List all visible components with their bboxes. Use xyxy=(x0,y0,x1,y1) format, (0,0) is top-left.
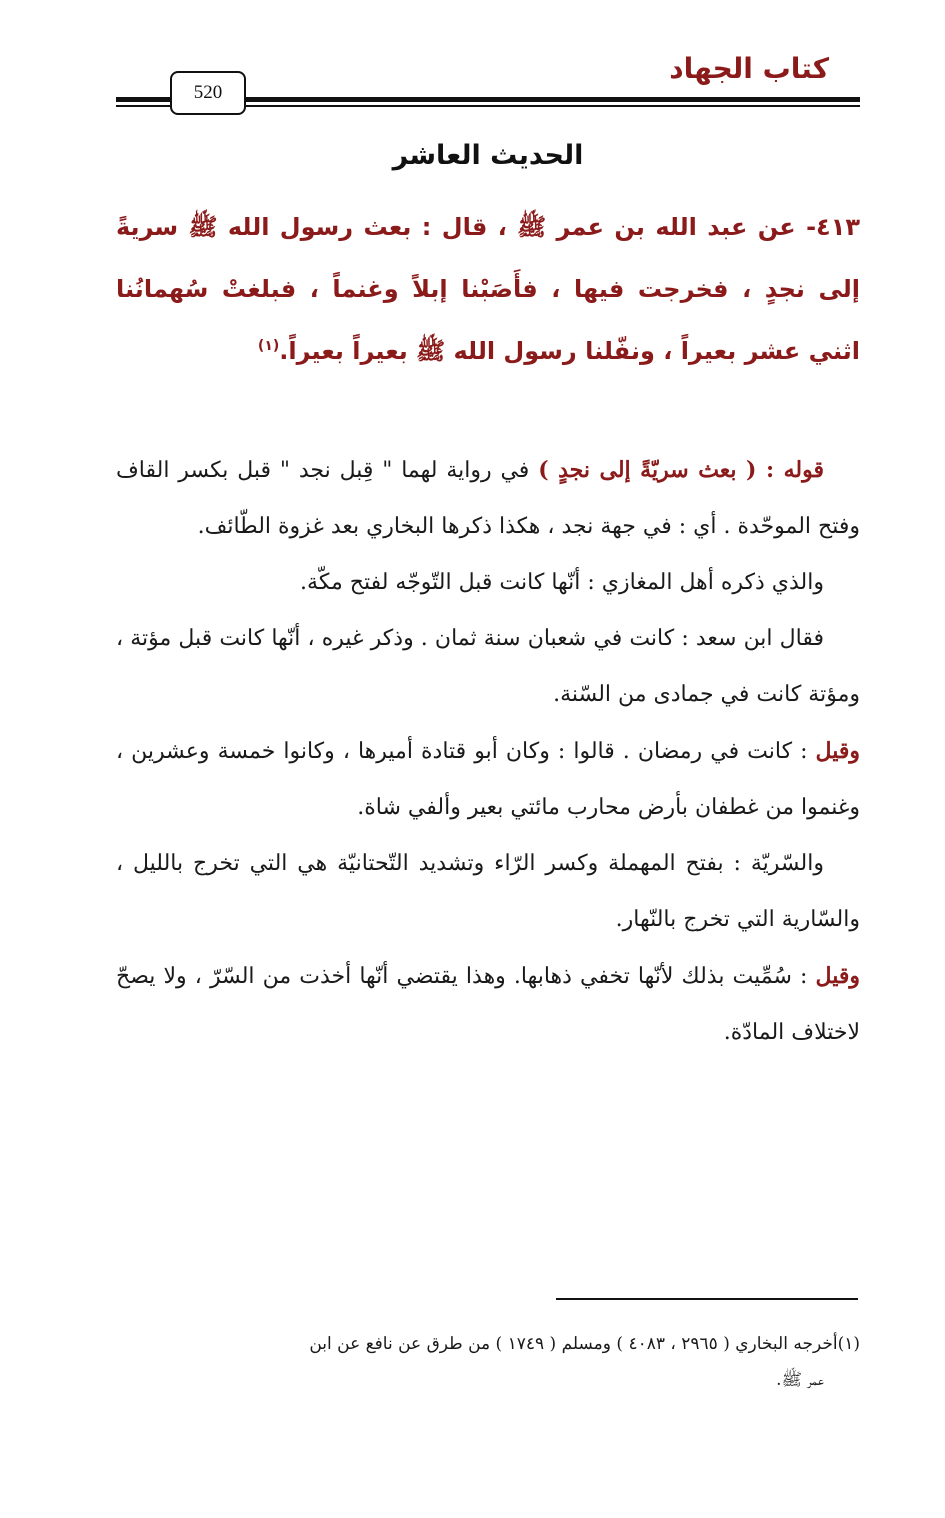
page-number-box xyxy=(170,71,246,115)
footnote-line-2: عمر ﷺ. xyxy=(776,1370,824,1390)
commentary-paragraph-3 xyxy=(116,611,860,723)
quoted-phrase: وقيل xyxy=(815,963,860,989)
footnote-separator xyxy=(556,1298,858,1300)
footnote-marker: (١) xyxy=(257,338,280,354)
quoted-phrase: قوله : ( بعث سريّةً إلى نجدٍ ) xyxy=(538,457,825,483)
hadith-text xyxy=(116,196,860,382)
paragraph-text: والذي ذكره أهل المغازي : أنّها كانت قبل التّوجّه لفتح مكّة. xyxy=(300,570,824,595)
commentary-paragraph-6 xyxy=(116,948,860,1061)
quoted-phrase: وقيل xyxy=(815,738,860,764)
section-heading: الحديث العاشر xyxy=(392,140,584,171)
page-number: 520 xyxy=(193,82,223,103)
hadith-body: ٤١٣- عن عبد الله بن عمر ﷺ ، قال : بعث رسول الله ﷺ سريةً إلى نجدٍ ، فخرجت فيها ، فأَصَبْنا إبلاً وغنماً ، فبلغتْ سُهمانُنا اثني عشر بعيراً ، ونفّلنا رسول الله ﷺ بعيراً بعيراً. xyxy=(116,213,860,365)
commentary-paragraph-1 xyxy=(116,442,860,555)
paragraph-text: في رواية لهما " قِبل نجد " قبل بكسر القاف وفتح الموحّدة . أي : في جهة نجد ، هكذا ذكرها البخاري بعد غزوة الطّائف. xyxy=(116,458,860,539)
footnote-1 xyxy=(116,1326,860,1398)
footnote-line-1: (١)أخرجه البخاري ( ٢٩٦٥ ، ٤٠٨٣ ) ومسلم ( ١٧٤٩ ) من طرق عن نافع عن ابن xyxy=(309,1334,860,1354)
commentary-paragraph-2 xyxy=(116,555,860,611)
paragraph-text: : سُمِّيت بذلك لأنّها تخفي ذهابها. وهذا يقتضي أنّها أخذت من السّرّ ، ولا يصحّ لاختلاف المادّة. xyxy=(116,964,860,1045)
commentary xyxy=(116,442,860,1061)
book-title: كتاب الجهاد xyxy=(669,52,829,85)
commentary-paragraph-5 xyxy=(116,836,860,948)
paragraph-text: : كانت في رمضان . قالوا : وكان أبو قتادة أميرها ، وكانوا خمسة وعشرين ، وغنموا من غطفان بأرض محارب مائتي بعير وألفي شاة. xyxy=(116,739,860,820)
commentary-paragraph-4 xyxy=(116,723,860,836)
paragraph-text: فقال ابن سعد : كانت في شعبان سنة ثمان . وذكر غيره ، أنّها كانت قبل مؤتة ، ومؤتة كانت في جمادى من السّنة. xyxy=(116,626,860,707)
paragraph-text: والسّريّة : بفتح المهملة وكسر الرّاء وتشديد التّحتانيّة هي التي تخرج بالليل ، والسّارية التي تخرج بالنّهار. xyxy=(116,851,860,932)
